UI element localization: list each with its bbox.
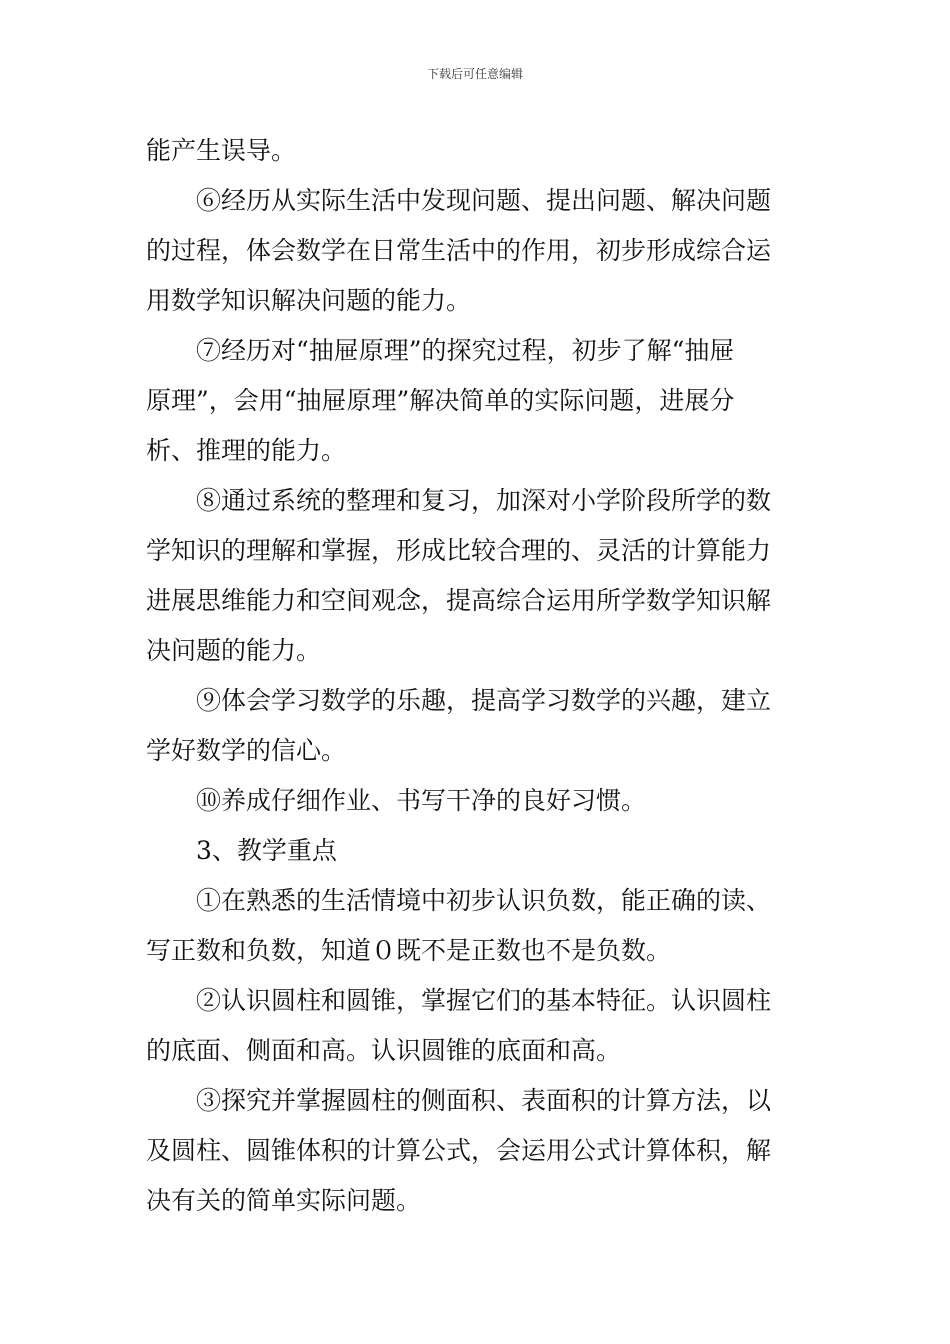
text-line: 写正数和负数，知道０既不是正数也不是负数。 (146, 936, 672, 965)
text-line: 决有关的简单实际问题。 (146, 1186, 422, 1215)
text-line: 用数学知识解决问题的能力。 (146, 286, 472, 315)
document-body (146, 126, 806, 1226)
page-header: 下载后可任意编辑 (426, 67, 523, 81)
text-line: ⑧通过系统的整理和复习，加深对小学阶段所学的数 (196, 486, 772, 515)
text-line: ②认识圆柱和圆锥，掌握它们的基本特征。认识圆柱 (196, 986, 772, 1015)
text-line: 决问题的能力。 (146, 636, 322, 665)
text-line: 3、教学重点 (196, 836, 337, 865)
text-line: 析、推理的能力。 (146, 436, 347, 465)
text-line: ①在熟悉的生活情境中初步认识负数，能正确的读、 (196, 886, 772, 915)
text-line: 的底面、侧面和高。认识圆锥的底面和高。 (146, 1036, 622, 1065)
text-line: 进展思维能力和空间观念，提高综合运用所学数学知识解 (146, 586, 772, 615)
text-line: 原理”，会用“抽屉原理”解决简单的实际问题，进展分 (146, 386, 735, 415)
text-line: 能产生误导。 (146, 136, 297, 165)
text-line: 的过程，体会数学在日常生活中的作用，初步形成综合运 (146, 236, 772, 265)
text-line: ⑩养成仔细作业、书写干净的良好习惯。 (196, 786, 647, 815)
text-line: 学好数学的信心。 (146, 736, 347, 765)
text-line: ③探究并掌握圆柱的侧面积、表面积的计算方法，以 (196, 1086, 772, 1115)
text-line: ⑥经历从实际生活中发现问题、提出问题、解决问题 (196, 186, 772, 215)
text-line: 及圆柱、圆锥体积的计算公式，会运用公式计算体积，解 (146, 1136, 772, 1165)
text-line: ⑦经历对“抽屉原理”的探究过程，初步了解“抽屉 (196, 336, 735, 365)
text-line: 学知识的理解和掌握，形成比较合理的、灵活的计算能力 (146, 536, 772, 565)
text-line: ⑨体会学习数学的乐趣，提高学习数学的兴趣，建立 (196, 686, 772, 715)
